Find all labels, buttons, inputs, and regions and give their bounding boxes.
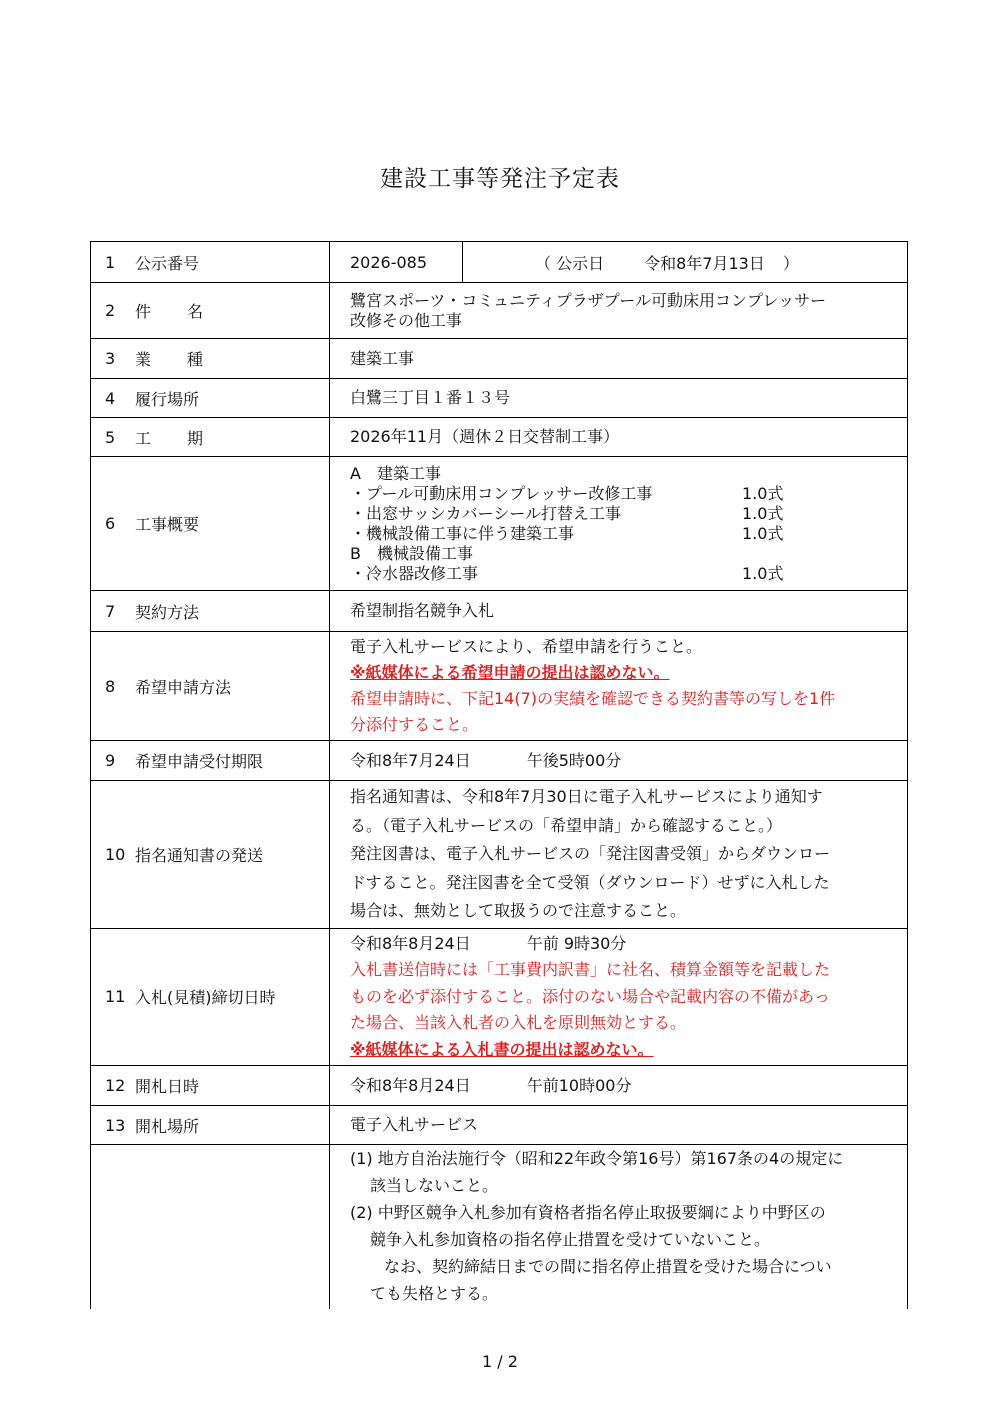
row-number: 6	[105, 514, 116, 533]
table-row	[91, 1066, 908, 1106]
group-heading: A 建築工事	[350, 463, 441, 483]
row-label: 工	[135, 428, 152, 448]
row-number: 1	[105, 252, 116, 272]
table-row	[91, 1106, 908, 1145]
qualification-line: ても失格とする。	[370, 1284, 499, 1303]
value-cell	[330, 781, 908, 929]
row-number: 7	[105, 601, 116, 621]
row-number: 13	[105, 1115, 126, 1135]
row-label: 契約方法	[135, 602, 200, 622]
row-label: 期	[186, 428, 203, 448]
value-cell	[330, 242, 908, 283]
opening-date: 令和8年8月24日	[350, 1075, 471, 1095]
qualification-line: なお、契約締結日までの間に指名停止措置を受けた場合につい	[384, 1257, 832, 1276]
row-number: 4	[105, 388, 116, 408]
notice-close: ）	[782, 253, 799, 273]
label-cell	[91, 741, 330, 781]
period-value: 2026年11月（週休２日交替制工事）	[350, 427, 620, 446]
row-label: 希望申請方法	[135, 677, 232, 697]
list-item	[350, 504, 897, 524]
table-row	[91, 781, 908, 929]
row-label: 指名通知書の発送	[135, 845, 264, 865]
value-cell	[330, 1106, 908, 1145]
qualification-line: (1) 地方自治法施行令（昭和22年政令第16号）第167条の4の規定に	[350, 1149, 844, 1168]
label-cell	[91, 283, 330, 339]
label-cell	[91, 1145, 330, 1310]
closing-time: 午前 9時30分	[526, 933, 627, 953]
row-number: 2	[105, 301, 116, 320]
notice-date	[463, 242, 799, 282]
label-cell	[91, 591, 330, 632]
table-row	[91, 379, 908, 418]
label-cell	[91, 457, 330, 591]
page-indicator: 1 / 2	[482, 1352, 518, 1371]
value-cell	[330, 379, 908, 418]
value-cell	[330, 1066, 908, 1106]
industry-value: 建築工事	[350, 348, 415, 368]
paper-not-allowed-note: ※紙媒体による入札書の提出は認めない。	[350, 1039, 654, 1059]
row-label: 業	[135, 350, 152, 369]
value-cell	[330, 632, 908, 741]
list-item	[350, 524, 897, 544]
attachment-note: 希望申請時に、下記14(7)の実績を確認できる契約書等の写しを1件	[350, 689, 836, 708]
table-row	[91, 457, 908, 591]
closing-date: 令和8年8月24日	[350, 933, 471, 953]
value-cell	[330, 283, 908, 339]
row-number: 5	[105, 427, 116, 447]
spec-item: ・冷水器改修工事	[350, 563, 479, 583]
group-heading: B 機械設備工事	[350, 543, 473, 563]
row-number: 9	[105, 751, 116, 770]
notice-number: 2026-085	[330, 242, 463, 282]
bid-note: 入札書送信時には「工事費内訳書」に社名、積算金額等を記載した	[350, 960, 831, 979]
notice-date-value: 令和8年7月13日	[644, 253, 765, 273]
deadline-time: 午後5時00分	[526, 750, 622, 770]
order-schedule-table	[90, 241, 908, 1309]
table-row	[91, 591, 908, 632]
row-label: 名	[186, 302, 203, 321]
notice-line: る。（電子入札サービスの「希望申請」から確認すること。）	[350, 815, 783, 835]
qualification-line: 該当しないこと。	[370, 1176, 499, 1195]
row-label: 履行場所	[135, 389, 200, 409]
label-cell	[91, 418, 330, 457]
notice-line: ドすること。発注図書を全て受領（ダウンロード）せずに入札した	[350, 872, 830, 892]
list-item	[350, 564, 897, 584]
page-title: 建設工事等発注予定表	[380, 166, 620, 192]
notice-line: 発注図書は、電子入札サービスの「発注図書受領」からダウンロー	[350, 844, 831, 863]
table-row	[91, 283, 908, 339]
spec-qty: 1.0式	[742, 503, 784, 523]
opening-place: 電子入札サービス	[350, 1115, 479, 1134]
spec-qty: 1.0式	[742, 483, 784, 503]
row-label: 種	[186, 350, 203, 369]
project-name: 改修その他工事	[350, 310, 463, 330]
label-cell	[91, 242, 330, 283]
label-cell	[91, 1106, 330, 1145]
spec-qty: 1.0式	[742, 523, 784, 543]
label-cell	[91, 379, 330, 418]
paper-not-allowed-note: ※紙媒体による希望申請の提出は認めない。	[350, 663, 670, 682]
attachment-note: 分添付すること。	[350, 715, 479, 734]
row-number: 12	[105, 1076, 126, 1095]
value-cell	[330, 1145, 908, 1310]
label-cell	[91, 1066, 330, 1106]
list-item	[350, 484, 897, 504]
table-row	[91, 1145, 908, 1310]
notice-open: （ 公示日	[535, 253, 605, 273]
label-cell	[91, 339, 330, 379]
notice-line: 指名通知書は、令和8年7月30日に電子入札サービスにより通知す	[350, 787, 823, 806]
contract-method: 希望制指名競争入札	[350, 601, 495, 620]
project-name: 鷺宮スポーツ・コミュニティプラザプール可動床用コンプレッサー	[350, 290, 827, 310]
spec-item: ・プール可動床用コンプレッサー改修工事	[350, 483, 653, 503]
label-cell	[91, 632, 330, 741]
spec-item: ・機械設備工事に伴う建築工事	[350, 523, 575, 543]
row-label: 希望申請受付期限	[135, 752, 264, 771]
row-label: 入札(見積)締切日時	[135, 988, 276, 1008]
qualification-line: 競争入札参加資格の指名停止措置を受けていないこと。	[370, 1230, 771, 1249]
application-note: 電子入札サービスにより、希望申請を行うこと。	[350, 637, 703, 656]
row-number: 10	[105, 844, 126, 864]
table-row	[91, 339, 908, 379]
table-row	[91, 632, 908, 741]
row-label: 件	[135, 302, 152, 321]
bid-note: た場合、当該入札者の入札を原則無効とする。	[350, 1013, 687, 1032]
notice-line: 場合は、無効として取扱うので注意すること。	[350, 901, 687, 920]
value-cell	[330, 591, 908, 632]
row-label: 開札場所	[135, 1116, 200, 1136]
row-label: 工事概要	[135, 515, 200, 534]
row-number: 11	[105, 987, 126, 1007]
opening-time: 午前10時00分	[526, 1075, 632, 1095]
row-label: 公示番号	[135, 253, 200, 273]
location-value: 白鷺三丁目１番１３号	[350, 388, 511, 407]
table-row	[91, 741, 908, 781]
value-cell	[330, 741, 908, 781]
value-cell	[330, 928, 908, 1066]
bid-note: ものを必ず添付すること。添付のない場合や記載内容の不備があっ	[350, 986, 830, 1006]
row-label: 開札日時	[135, 1077, 200, 1096]
row-number: 8	[105, 676, 116, 696]
label-cell	[91, 928, 330, 1066]
table-row	[91, 928, 908, 1066]
value-cell	[330, 418, 908, 457]
table-row	[91, 242, 908, 283]
deadline-date: 令和8年7月24日	[350, 750, 471, 770]
label-cell	[91, 781, 330, 929]
spec-item: ・出窓サッシカバーシール打替え工事	[350, 503, 622, 523]
table-row	[91, 418, 908, 457]
value-cell	[330, 339, 908, 379]
qualification-line: (2) 中野区競争入札参加有資格者指名停止取扱要綱により中野区の	[350, 1203, 826, 1222]
row-number: 3	[105, 349, 116, 368]
value-cell	[330, 457, 908, 591]
spec-qty: 1.0式	[742, 563, 784, 583]
